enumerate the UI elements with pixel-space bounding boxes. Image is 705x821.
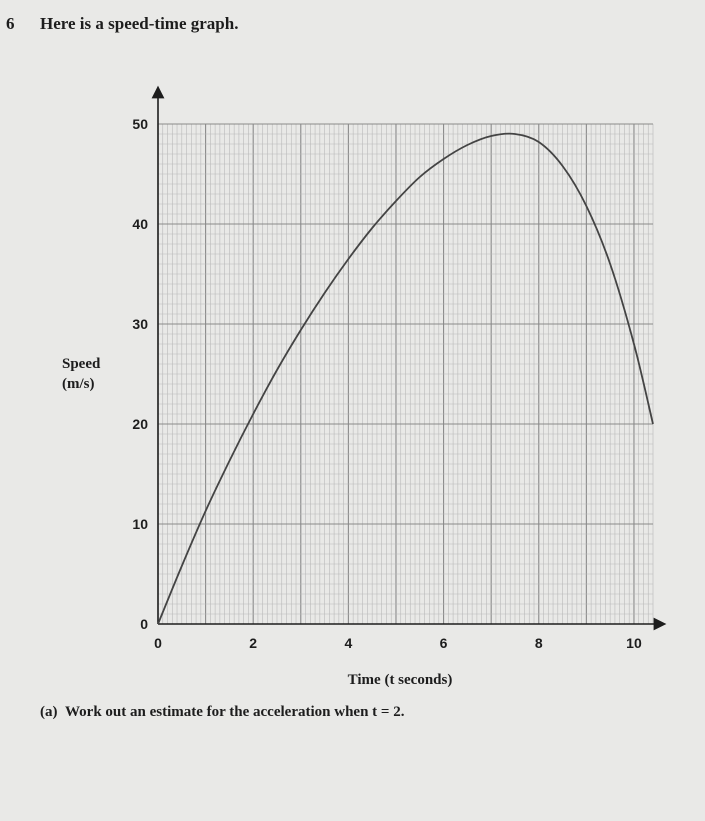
question-number: 6	[6, 14, 15, 33]
x-tick-label: 4	[344, 635, 353, 651]
x-tick-label: 10	[626, 635, 642, 651]
y-axis-label-line1: Speed	[62, 356, 101, 372]
y-tick-label: 40	[132, 216, 148, 232]
x-axis-label: Time (t seconds)	[347, 672, 453, 688]
part-a	[40, 704, 404, 721]
y-tick-label: 10	[132, 516, 148, 532]
x-tick-label: 8	[534, 635, 543, 651]
y-axis-label-line2: (m/s)	[62, 376, 95, 392]
grid	[158, 124, 653, 624]
y-tick-label: 30	[132, 316, 148, 332]
y-tick-label: 50	[132, 116, 148, 132]
part-a-text: Work out an estimate for the acceleration when t = 2.	[64, 704, 405, 720]
part-a-label: (a)	[40, 704, 58, 720]
y-tick-label: 0	[140, 616, 148, 632]
x-tick-label: 6	[439, 635, 448, 651]
y-tick-label: 20	[132, 416, 148, 432]
x-tick-label: 2	[249, 635, 258, 651]
question-intro: Here is a speed-time graph.	[40, 14, 239, 33]
x-tick-label: 0	[154, 635, 162, 651]
tick-labels	[132, 116, 642, 651]
